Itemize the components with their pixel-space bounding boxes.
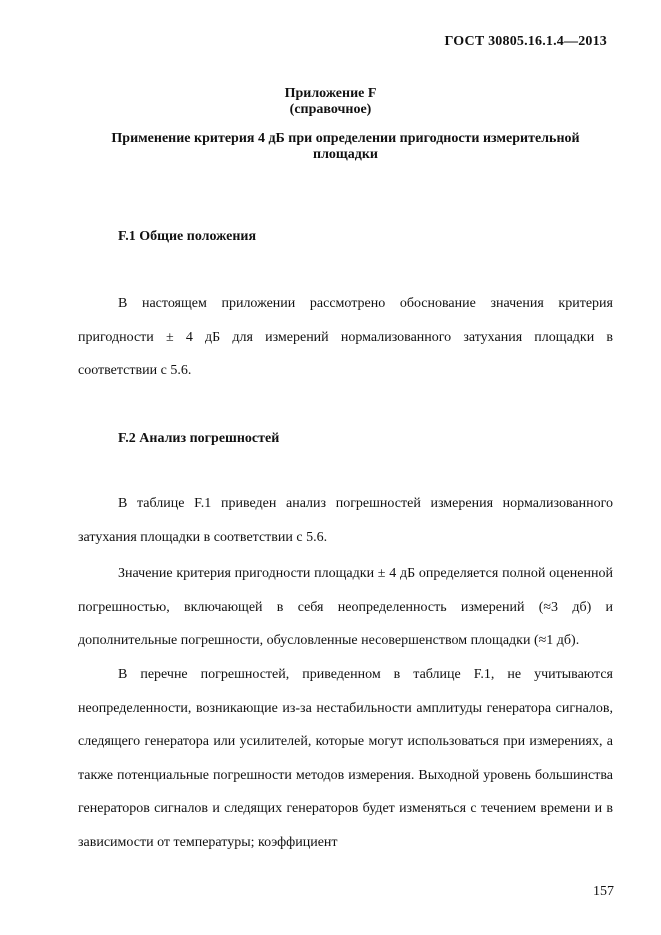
paragraph: Значение критерия пригодности площадки ± 4 дБ определяется полной оцененной погрешностью, включающей в себя неопределенность измерений (≈3 дб) и дополнительные погрешности, обусловленные несовершенством площадки (≈1 дб).	[78, 566, 613, 649]
paragraph: В таблице F.1 приведен анализ погрешностей измерения нормализованного затухания площадки в соответствии с 5.6.	[78, 496, 613, 545]
section-heading-f1: F.1 Общие положения	[118, 229, 257, 244]
page-number: 157	[593, 884, 614, 899]
document-id-header: ГОСТ 30805.16.1.4—2013	[444, 34, 607, 49]
section-heading-f2: F.2 Анализ погрешностей	[118, 431, 280, 446]
paragraph: В перечне погрешностей, приведенном в таблице F.1, не учитываются неопределенности, возникающие из-за нестабильности амплитуды генератора сигналов, следящего генератора или усилителей, которые могут использоваться при измерениях, а также потенциальные погрешности методов измерения. Выходной уровень большинства генераторов сигналов и следящих генераторов будет изменяться с течением времени и в зависимости от температуры; коэффициент	[78, 667, 613, 850]
paragraph: В настоящем приложении рассмотрено обоснование значения критерия пригодности ± 4 дБ для измерений нормализованного затухания площадки в соответствии с 5.6.	[78, 296, 613, 379]
appendix-type: (справочное)	[289, 102, 372, 117]
appendix-label: Приложение F	[284, 86, 377, 101]
appendix-title: Применение критерия 4 дБ при определении пригодности измерительной площадки	[111, 131, 580, 162]
